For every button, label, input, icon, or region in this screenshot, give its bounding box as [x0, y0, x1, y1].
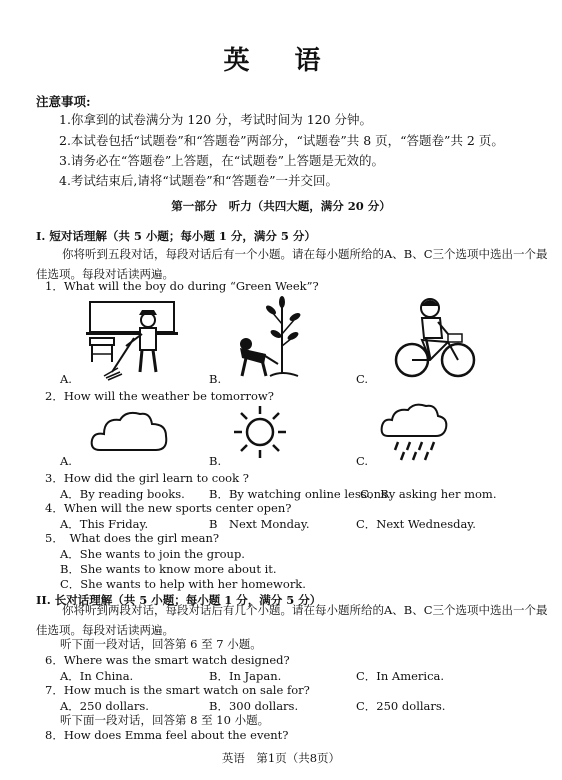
- note-item-2: 2.本试卷包括“试题卷”和“答题卷”两部分，“试题卷”共 8 页，“答题卷”共 2 页。: [59, 133, 504, 148]
- q6-stem: 6．Where was the smart watch designed?: [45, 653, 290, 667]
- q7-option-a: A．250 dollars.: [60, 699, 149, 713]
- q8-stem: 8．How does Emma feel about the event?: [45, 728, 289, 742]
- q3-stem: 3．How did the girl learn to cook ?: [45, 471, 249, 485]
- note-item-1: 1.你拿到的试卷满分为 120 分，考试时间为 120 分钟。: [59, 112, 373, 127]
- q1-option-b: B.: [209, 372, 222, 386]
- section2-sub2: 听下面一段对话，回答第 8 至 10 小题。: [60, 713, 270, 727]
- q2-option-c: C.: [356, 454, 369, 468]
- planting-tree-picture: [232, 294, 312, 382]
- notes-heading: 注意事项:: [36, 94, 91, 109]
- q6-option-b: B．In Japan.: [209, 669, 282, 683]
- boy-sweeping-picture: [82, 296, 182, 382]
- q5-option-b: B．She wants to know more about it.: [60, 562, 277, 576]
- q3-option-a: A．By reading books.: [60, 487, 185, 501]
- page-footer: 英语 第1页（共8页）: [221, 751, 341, 765]
- q5-option-c: C．She wants to help with her homework.: [60, 577, 306, 591]
- cloudy-icon: [90, 410, 170, 455]
- section2-sub1: 听下面一段对话，回答第 6 至 7 小题。: [60, 637, 262, 651]
- q2-option-b: B.: [209, 454, 222, 468]
- q2-stem: 2．How will the weather be tomorrow?: [45, 389, 274, 403]
- part1-heading: 第一部分 听力（共四大题，满分 20 分）: [171, 199, 391, 213]
- q1-option-a: A.: [60, 372, 72, 386]
- q7-stem: 7．How much is the smart watch on sale for?: [45, 683, 310, 697]
- q5-option-a: A．She wants to join the group.: [60, 547, 245, 561]
- sunny-icon: [232, 404, 288, 460]
- q7-option-c: C．250 dollars.: [356, 699, 446, 713]
- q4-option-c: C．Next Wednesday.: [356, 517, 476, 531]
- rainy-icon: [380, 404, 448, 462]
- page-title: 英 语: [223, 46, 339, 76]
- section1-heading: I. 短对话理解（共 5 小题；每小题 1 分，满分 5 分）: [36, 229, 316, 243]
- q1-option-c: C.: [356, 372, 369, 386]
- q6-option-c: C．In America.: [356, 669, 445, 683]
- note-item-3: 3.请务必在“答题卷”上答题，在“试题卷”上答题是无效的。: [59, 153, 384, 168]
- q3-option-c: C．By asking her mom.: [360, 487, 497, 501]
- q5-stem: 5． What does the girl mean?: [45, 531, 220, 545]
- q7-option-b: B．300 dollars.: [209, 699, 299, 713]
- q2-option-a: A.: [60, 454, 72, 468]
- section2-heading: II. 长对话理解（共 5 小题；每小题 1 分，满分 5 分）: [36, 593, 322, 607]
- q6-option-a: A．In China.: [60, 669, 134, 683]
- section2-instruction: 你将听到两段对话，每段对话后有几个小题。请在每小题所给的A、B、C三个选项中选出一个最佳选项。每段对话读两遍。: [36, 603, 548, 637]
- q1-stem: 1．What will the boy do during “Green Week”?: [45, 279, 319, 293]
- section1-instruction: 你将听到五段对话，每段对话后有一个小题。请在每小题所给的A、B、C三个选项中选出一个最佳选项。每段对话读两遍。: [36, 247, 548, 281]
- q4-option-a: A．This Friday.: [60, 517, 149, 531]
- note-item-4: 4.考试结束后,请将“试题卷”和“答题卷”一并交回。: [59, 173, 338, 188]
- boy-cycling-picture: [390, 296, 476, 382]
- q4-option-b: B Next Monday.: [209, 517, 310, 531]
- q3-option-b: B．By watching online lessons.: [209, 487, 391, 501]
- q4-stem: 4．When will the new sports center open?: [45, 501, 292, 515]
